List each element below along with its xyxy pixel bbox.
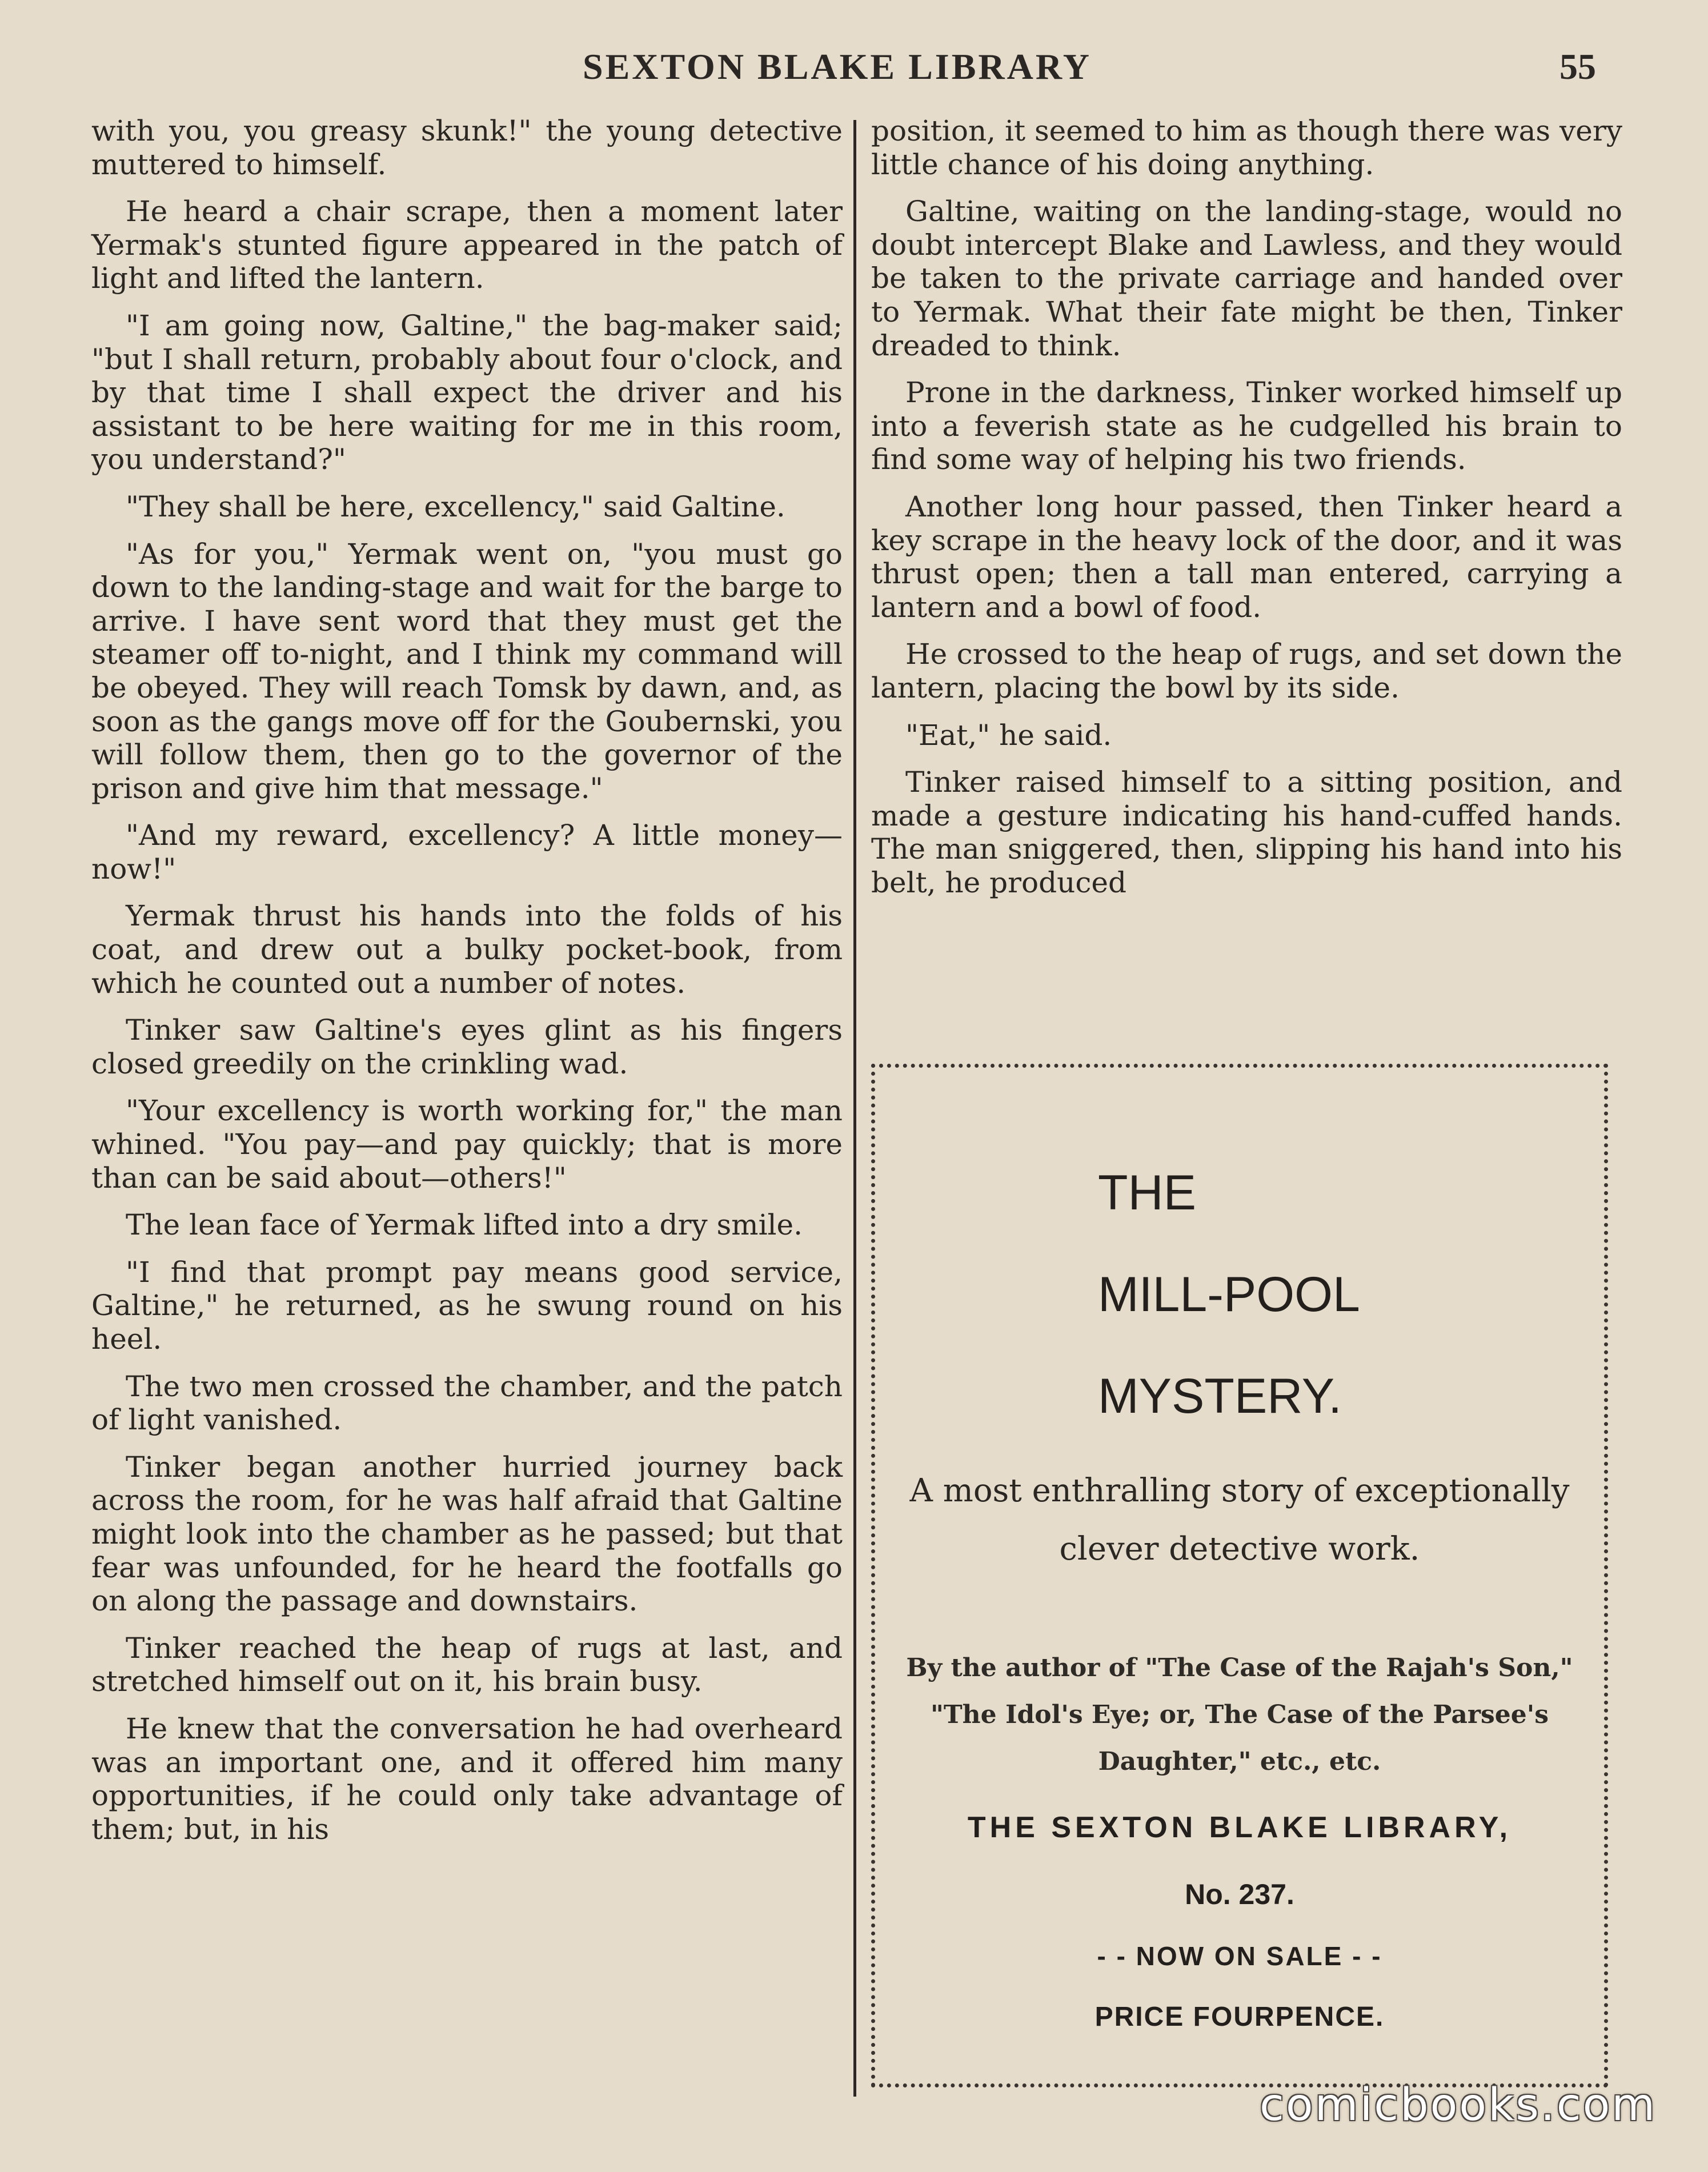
paragraph: Galtine, waiting on the landing-stage, would no doubt intercept Blake and Lawless, and they would be taken to the private carriage and handed over to Yermak. What their fate might be then, Tinker dreaded to think. bbox=[871, 195, 1622, 362]
left-column bbox=[91, 114, 843, 1860]
right-column bbox=[871, 114, 1622, 913]
advert-title-line: MYSTERY. bbox=[1098, 1369, 1342, 1424]
paragraph: "And my reward, excellency? A little money—now!" bbox=[91, 819, 843, 885]
advertisement-box bbox=[871, 1064, 1608, 2087]
paragraph: "Eat," he said. bbox=[905, 718, 1112, 752]
paragraph: Tinker saw Galtine's eyes glint as his fingers closed greedily on the crinkling wad. bbox=[91, 1013, 843, 1080]
paragraph: The lean face of Yermak lifted into a dry smile. bbox=[126, 1208, 803, 1242]
paragraph: He crossed to the heap of rugs, and set down the lantern, placing the bowl by its side. bbox=[871, 638, 1622, 704]
paragraph: He knew that the conversation he had overheard was an important one, and it offered him many opportunities, if he could only take advantage of them; but, in his bbox=[91, 1712, 843, 1846]
advert-title-line: MILL-POOL bbox=[1098, 1267, 1360, 1322]
advert-price: PRICE FOURPENCE. bbox=[1094, 2002, 1385, 2032]
advert-tagline: A most enthralling story of exceptionally clever detective work. bbox=[909, 1472, 1570, 1568]
advert-issue-number: No. 237. bbox=[1185, 1878, 1294, 1910]
advert-title-line: THE bbox=[1098, 1165, 1196, 1220]
paragraph: "As for you," Yermak went on, "you must go down to the landing-stage and wait for the barge to arrive. I have sent word that they must get the steamer off to-night, and I think my command will be obeyed. They will reach Tomsk by dawn, and, as soon as the gangs move off for the Goubernski, you will follow them, then go to the governor of the prison and give him that message." bbox=[91, 537, 843, 805]
watermark: comicbooks.com bbox=[1260, 2079, 1657, 2131]
paragraph: Tinker raised himself to a sitting position, and made a gesture indicating his hand-cuffed hands. The man sniggered, then, slipping his hand into his belt, he produced bbox=[871, 766, 1622, 899]
paragraph: "They shall be here, excellency," said Galtine. bbox=[126, 490, 785, 523]
paragraph: Tinker began another hurried journey back across the room, for he was half afraid that Galtine might look into the chamber as he passed; but that fear was unfounded, for he heard the footfalls go on along the passage and downstairs. bbox=[91, 1450, 843, 1618]
running-title: SEXTON BLAKE LIBRARY bbox=[583, 46, 1092, 87]
page-header bbox=[0, 40, 1708, 103]
paragraph: He heard a chair scrape, then a moment later Yermak's stunted figure appeared in the patch of light and lifted the lantern. bbox=[91, 195, 843, 295]
paragraph: position, it seemed to him as though there was very little chance of his doing anything. bbox=[871, 114, 1622, 181]
paragraph: "Your excellency is worth working for," the man whined. "You pay—and pay quickly; that is more than can be said about—others!" bbox=[91, 1094, 843, 1195]
advert-byline: By the author of "The Case of the Rajah's Son," "The Idol's Eye; or, The Case of the Parsee's Daughter," etc., etc. bbox=[906, 1653, 1573, 1776]
paragraph: Tinker reached the heap of rugs at last, and stretched himself out on it, his brain busy. bbox=[91, 1631, 843, 1698]
paragraph: Another long hour passed, then Tinker heard a key scrape in the heavy lock of the door, and it was thrust open; then a tall man entered, carrying a lantern and a bowl of food. bbox=[871, 490, 1622, 624]
page-number: 55 bbox=[1559, 46, 1596, 87]
paragraph: Prone in the darkness, Tinker worked himself up into a feverish state as he cudgelled his brain to find some way of helping his two friends. bbox=[871, 376, 1622, 476]
paragraph: with you, you greasy skunk!" the young detective muttered to himself. bbox=[91, 114, 843, 181]
advert-on-sale: - - NOW ON SALE - - bbox=[1097, 1941, 1382, 1971]
paragraph: "I am going now, Galtine," the bag-maker said; "but I shall return, probably about four o'clock, and by that time I shall expect the driver and his assistant to be here waiting for me in this room, you understand?" bbox=[91, 308, 843, 476]
paragraph: "I find that prompt pay means good service, Galtine," he returned, as he swung round on his heel. bbox=[91, 1255, 843, 1356]
advert-title bbox=[1098, 1142, 1360, 1447]
paragraph: Yermak thrust his hands into the folds of his coat, and drew out a bulky pocket-book, from which he counted out a number of notes. bbox=[91, 899, 843, 1000]
paragraph: The two men crossed the chamber, and the patch of light vanished. bbox=[91, 1369, 843, 1437]
column-rule bbox=[853, 120, 856, 2097]
advert-library-name: THE SEXTON BLAKE LIBRARY, bbox=[967, 1811, 1512, 1844]
